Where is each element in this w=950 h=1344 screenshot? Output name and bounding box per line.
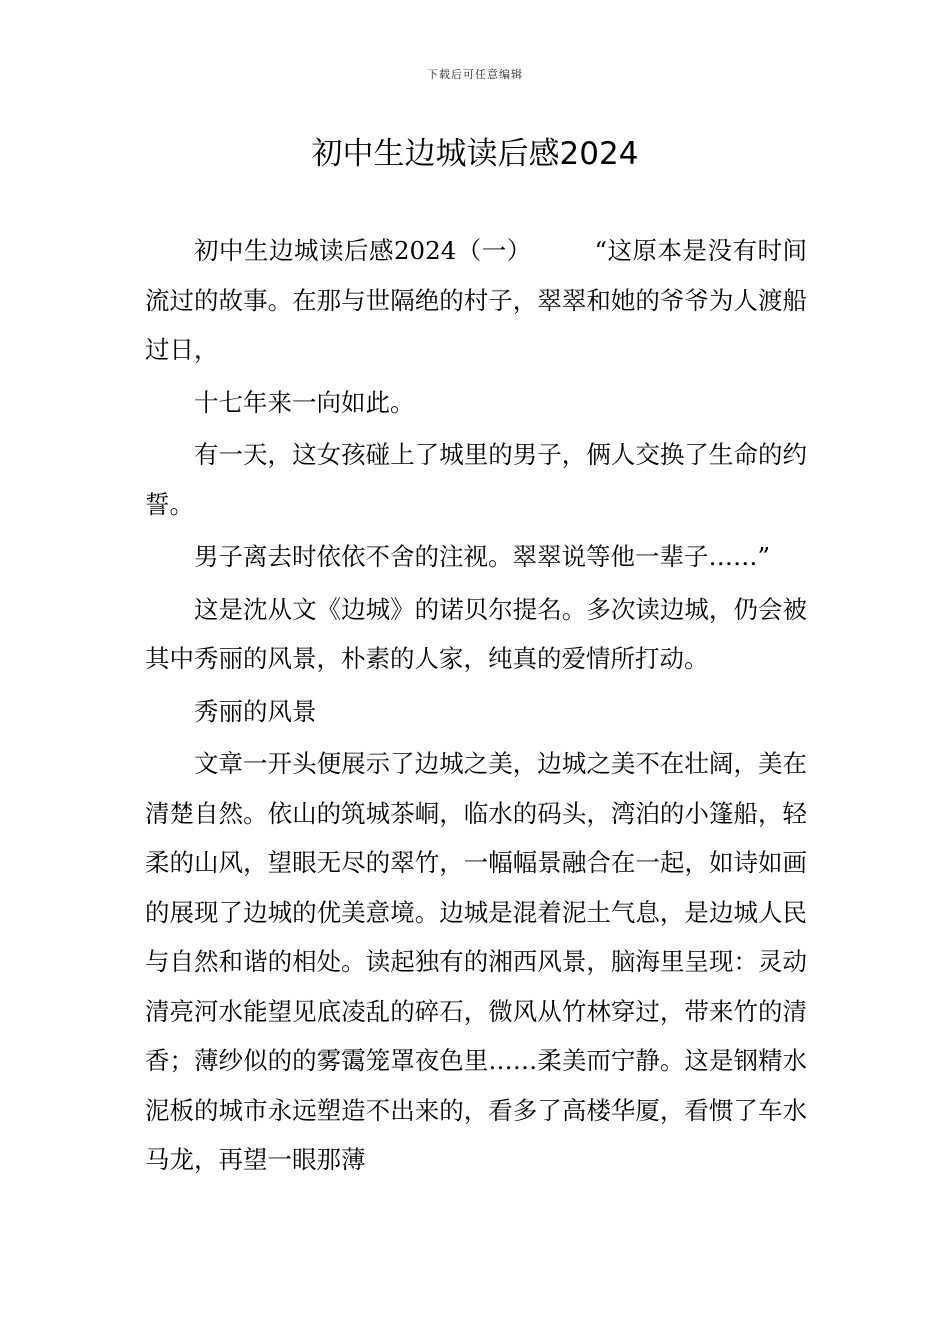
paragraph: 有一天，这女孩碰上了城里的男子，俩人交换了生命的约誓。 bbox=[145, 440, 807, 519]
header-note: 下载后可任意编辑 bbox=[427, 68, 523, 81]
document-body bbox=[145, 226, 807, 1185]
document-title: 初中生边城读后感2024 bbox=[311, 136, 639, 172]
section-heading: 秀丽的风景 bbox=[194, 696, 317, 726]
paragraph: 初中生边城读后感2024（一） “这原本是没有时间流过的故事。在那与世隔绝的村子，翠翠和她的爷爷为人渡船过日， bbox=[145, 236, 807, 364]
paragraph: 这是沈从文《边城》的诺贝尔提名。多次读边城，仍会被其中秀丽的风景，朴素的人家，纯真的爱情所打动。 bbox=[145, 594, 807, 673]
paragraph: 男子离去时依依不舍的注视。翠翠说等他一辈子……” bbox=[194, 542, 771, 571]
paragraph: 十七年来一向如此。 bbox=[194, 387, 415, 417]
paragraph: 文章一开头便展示了边城之美，边城之美不在壮阔，美在清楚自然。依山的筑城茶峒，临水的码头，湾泊的小篷船，轻柔的山风，望眼无尽的翠竹，一幅幅景融合在一起，如诗如画的展现了边城的优美意境。边城是混着泥土气息，是边城人民与自然和谐的相处。读起独有的湘西风景，脑海里呈现：灵动清亮河水能望见底凌乱的碎石，微风从竹林穿过，带来竹的清香；薄纱似的的雾霭笼罩夜色里……柔美而宁静。这是钢精水泥板的城市永远塑造不出来的，看多了高楼华厦，看惯了车水马龙，再望一眼那薄 bbox=[145, 749, 807, 1174]
